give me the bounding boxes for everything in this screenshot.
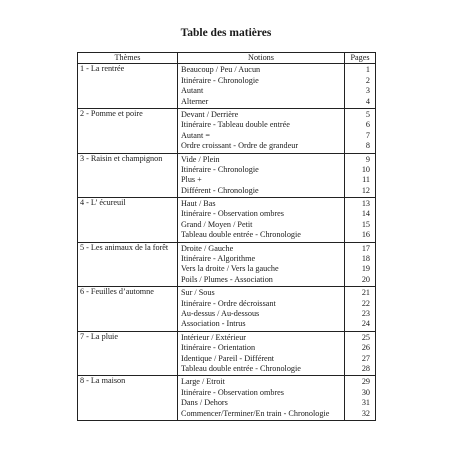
pages-cell (345, 242, 376, 287)
page-number: 20 (361, 274, 370, 284)
page-number: 29 (361, 377, 370, 387)
page-number: 14 (361, 209, 370, 219)
notion-item: Grand / Moyen / Petit (181, 219, 253, 229)
notion-item: Ordre croissant - Ordre de grandeur (181, 141, 299, 151)
theme-cell: 5 - Les animaux de la forêt (78, 242, 178, 287)
notion-item: Itinéraire - Chronologie (181, 75, 259, 85)
page-number: 2 (365, 75, 370, 85)
page-number: 21 (361, 288, 370, 298)
notion-item: Itinéraire - Algorithme (181, 254, 256, 264)
page-number: 17 (361, 243, 370, 253)
notion-item: Itinéraire - Orientation (181, 343, 256, 353)
notion-item: Droite / Gauche (181, 243, 234, 253)
page-number: 23 (361, 309, 370, 318)
page-number: 27 (361, 353, 370, 363)
notion-item: Itinéraire - Chronologie (181, 164, 259, 174)
notion-item: Association - Intrus (181, 319, 246, 329)
page-number: 24 (361, 319, 370, 329)
table-header-row (78, 53, 376, 64)
page-number: 16 (361, 230, 370, 240)
page-number: 8 (365, 141, 370, 151)
notions-cell (178, 242, 345, 287)
pages-cell (345, 376, 376, 421)
pages-cell (345, 331, 376, 376)
notions-cell (178, 108, 345, 153)
notion-item: Itinéraire - Observation ombres (181, 387, 284, 397)
notion-item: Commencer/Terminer/En train - Chronologie (181, 408, 330, 418)
theme-cell: 4 - L’ écureuil (78, 198, 178, 243)
page-number: 15 (361, 219, 370, 229)
page-number: 28 (361, 363, 370, 373)
table-row (78, 331, 376, 376)
table-row (78, 198, 376, 243)
notions-cell (178, 64, 345, 109)
notions-cell (178, 287, 345, 332)
notion-item: Autant = (181, 130, 210, 140)
notion-item: Tableau double entrée - Chronologie (181, 230, 301, 240)
page-number: 31 (361, 398, 370, 408)
notion-item: Sur / Sous (181, 288, 215, 298)
notion-item: Différent - Chronologie (181, 185, 259, 195)
page-number: 25 (361, 332, 370, 342)
pages-cell (345, 287, 376, 332)
table-row (78, 287, 376, 332)
page-number: 5 (365, 109, 370, 119)
notion-item: Devant / Derrière (181, 109, 239, 119)
notion-item: Autant (181, 86, 204, 96)
page-number: 13 (361, 199, 370, 209)
page-number: 32 (361, 408, 370, 418)
theme-cell: 6 - Feuilles d’automne (78, 287, 178, 332)
notion-item: Alterner (181, 96, 209, 106)
page-number: 1 (365, 65, 370, 75)
header-pages: Pages (345, 53, 376, 64)
notion-item: Identique / Pareil - Différent (181, 353, 275, 363)
notion-item: Vers la droite / Vers la gauche (181, 264, 279, 274)
notion-item: Haut / Bas (181, 199, 216, 209)
pages-cell (345, 198, 376, 243)
pages-cell (345, 153, 376, 198)
table-row (78, 242, 376, 287)
page-number: 12 (361, 185, 370, 195)
theme-cell: 8 - La maison (78, 376, 178, 421)
page-number: 9 (365, 154, 370, 164)
page-number: 22 (361, 298, 370, 308)
theme-cell: 1 - La rentrée (78, 64, 178, 109)
page-number: 3 (365, 86, 370, 96)
header-notions: Notions (178, 53, 345, 64)
notion-item: Large / Etroit (181, 377, 225, 387)
table-row (78, 108, 376, 153)
notions-cell (178, 331, 345, 376)
notion-item: Itinéraire - Observation ombres (181, 209, 284, 219)
table-row (78, 376, 376, 421)
pages-cell (345, 64, 376, 109)
notion-item: Itinéraire - Ordre décroissant (181, 298, 276, 308)
page-title: Table des matières (180, 27, 272, 39)
table-row (78, 153, 376, 198)
page-number: 26 (361, 343, 370, 353)
page-number: 6 (365, 120, 370, 130)
table-of-contents (77, 52, 376, 421)
notion-item: Intérieur / Extérieur (181, 332, 247, 342)
notion-item: Poils / Plumes - Association (181, 274, 273, 284)
page-number: 30 (361, 387, 370, 397)
pages-cell (345, 108, 376, 153)
notion-item: Tableau double entrée - Chronologie (181, 363, 301, 373)
table-row (78, 64, 376, 109)
page-number: 4 (365, 96, 370, 106)
page-number: 19 (361, 264, 370, 274)
theme-cell: 7 - La pluie (78, 331, 178, 376)
theme-cell: 2 - Pomme et poire (78, 108, 178, 153)
theme-cell: 3 - Raisin et champignon (78, 153, 178, 198)
page-number: 10 (361, 164, 370, 174)
notion-item: Dans / Dehors (181, 398, 228, 408)
notion-item: Beaucoup / Peu / Aucun (181, 65, 261, 75)
notions-cell (178, 153, 345, 198)
notion-item: Vide / Plein (181, 154, 220, 164)
notions-cell (178, 376, 345, 421)
notion-item: Plus + (181, 175, 202, 185)
notion-item: Itinéraire - Tableau double entrée (181, 120, 290, 130)
notions-cell (178, 198, 345, 243)
notion-item: Au-dessus / Au-dessous (181, 309, 260, 318)
page-number: 11 (362, 175, 370, 185)
page-number: 7 (365, 130, 370, 140)
header-themes: Thèmes (78, 53, 178, 64)
page-number: 18 (361, 254, 370, 264)
